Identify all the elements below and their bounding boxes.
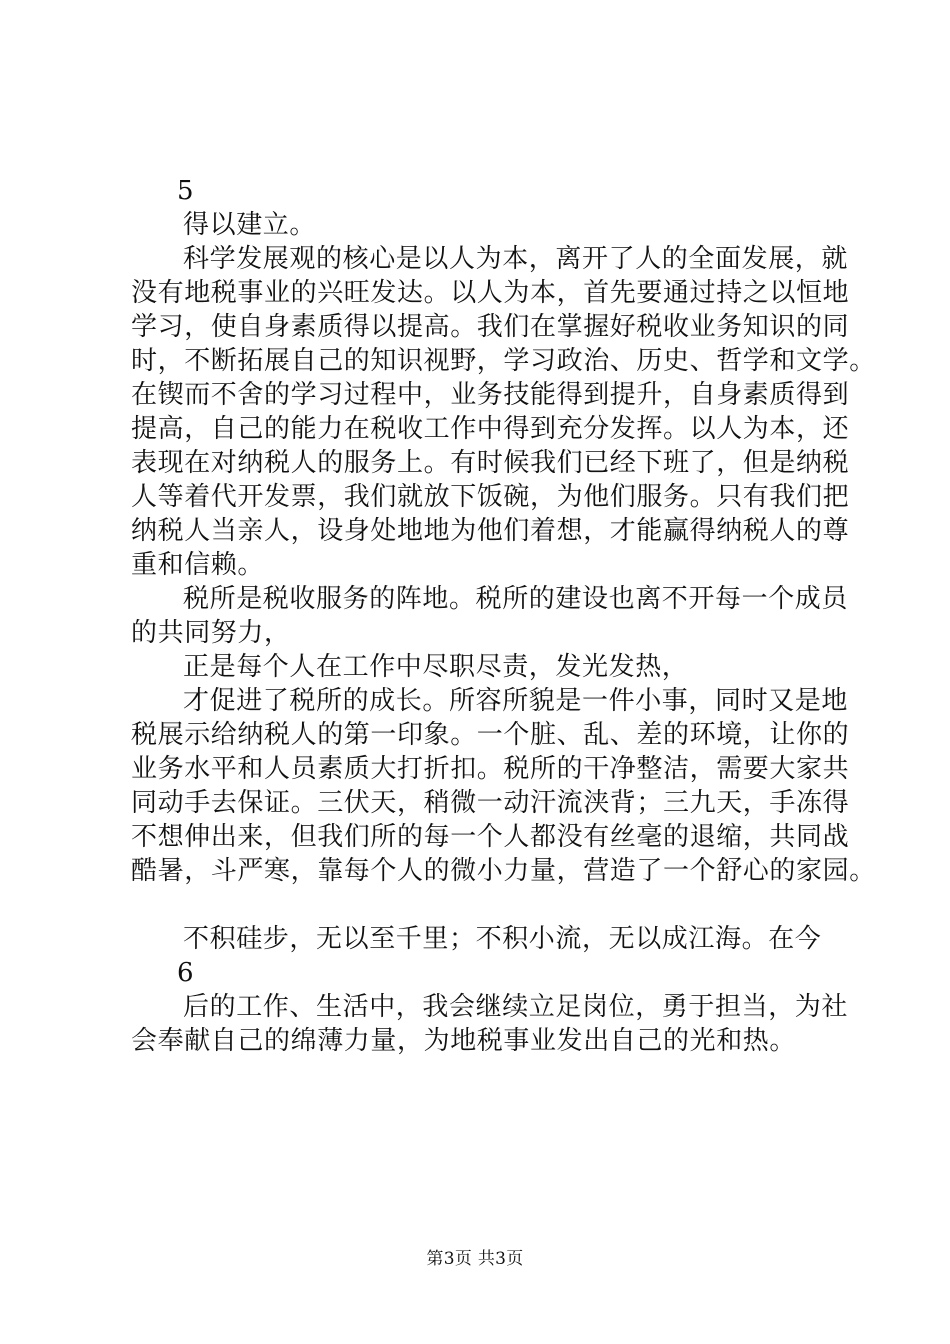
text-line: 科学发展观的核心是以人为本，离开了人的全面发展，就 — [183, 244, 849, 274]
text-line: 后的工作、生活中，我会继续立足岗位，勇于担当，为社 — [183, 992, 849, 1022]
text-line: 提高，自己的能力在税收工作中得到充分发挥。以人为本，还 — [131, 414, 850, 444]
text-line: 在锲而不舍的学习过程中，业务技能得到提升，自身素质得到 — [131, 380, 850, 410]
document-body — [131, 174, 876, 1058]
text-line: 才促进了税所的成长。所容所貌是一件小事，同时又是地 — [183, 686, 849, 716]
text-line: 同动手去保证。三伏天，稍微一动汗流浃背；三九天，手冻得 — [131, 788, 850, 818]
text-line: 业务水平和人员素质大打折扣。税所的干净整洁，需要大家共 — [131, 754, 850, 784]
text-line: 不想伸出来，但我们所的每一个人都没有丝毫的退缩，共同战 — [131, 822, 850, 852]
text-line: 人等着代开发票，我们就放下饭碗，为他们服务。只有我们把 — [131, 482, 850, 512]
text-line: 没有地税事业的兴旺发达。以人为本，首先要通过持之以恒地 — [131, 278, 850, 308]
text-line: 税展示给纳税人的第一印象。一个脏、乱、差的环境，让你的 — [131, 720, 850, 750]
text-line: 时，不断拓展自己的知识视野，学习政治、历史、哲学和文学。 — [131, 346, 876, 376]
text-line: 会奉献自己的绵薄力量，为地税事业发出自己的光和热。 — [131, 1026, 797, 1056]
text-line: 纳税人当亲人，设身处地地为他们着想，才能赢得纳税人的尊 — [131, 516, 850, 546]
text-line: 不积硅步，无以至千里；不积小流，无以成江海。在今 — [183, 924, 822, 954]
text-line: 表现在对纳税人的服务上。有时候我们已经下班了，但是纳税 — [131, 448, 850, 478]
text-line: 的共同努力， — [131, 618, 291, 648]
text-line: 得以建立。 — [183, 210, 317, 240]
text-line: 税所是税收服务的阵地。税所的建设也离不开每一个成员 — [183, 584, 849, 614]
page-footer: 第3页 共3页 — [426, 1249, 524, 1269]
blank-line — [131, 888, 821, 922]
text-line: 学习，使自身素质得以提高。我们在掌握好税收业务知识的同 — [131, 312, 850, 342]
text-line: 酷暑，斗严寒，靠每个人的微小力量，营造了一个舒心的家园。 — [131, 856, 876, 886]
page-number-marker: 6 — [177, 958, 195, 988]
page-number-marker: 5 — [177, 176, 195, 206]
text-line: 正是每个人在工作中尽职尽责，发光发热， — [183, 652, 689, 682]
text-line: 重和信赖。 — [131, 550, 265, 580]
